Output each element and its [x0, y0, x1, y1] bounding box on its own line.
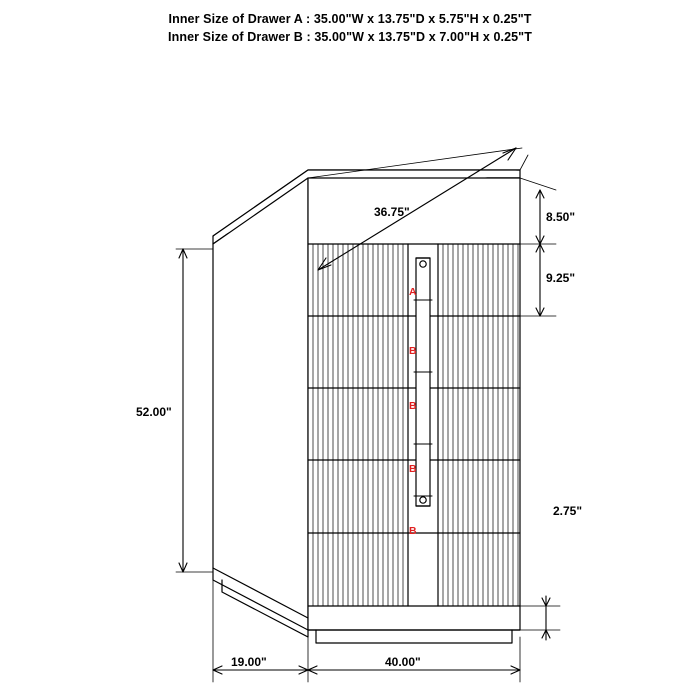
drawer-label-b4: B [409, 525, 417, 537]
drawer-label-b3: B [409, 463, 417, 475]
dim-left-52-00 [176, 249, 213, 572]
handle-bar [416, 258, 430, 506]
drawer-label-b2: B [409, 400, 417, 412]
dim-label-bottom-depth: 19.00" [231, 655, 267, 669]
dim-label-bottom-width: 40.00" [385, 655, 421, 669]
dim-label-right-top: 8.50" [546, 210, 576, 224]
dim-right-2-75 [542, 596, 550, 640]
dim-right-9-25 [536, 244, 544, 316]
drawer-label-a: A [409, 286, 417, 298]
dim-label-top-width: 36.75" [374, 205, 410, 219]
dim-right-8-50 [536, 190, 544, 244]
drawer-label-b1: B [409, 345, 417, 357]
drawer-b-spec-text: Inner Size of Drawer B : 35.00"W x 13.75"D x 7.00"H x 0.25"T [168, 30, 532, 44]
dim-label-right-second: 9.25" [546, 271, 576, 285]
cabinet-left-side-panel [213, 178, 308, 630]
dim-label-left-height: 52.00" [136, 405, 172, 419]
dim-label-right-bottom: 2.75" [553, 504, 583, 518]
drawer-a-spec-text: Inner Size of Drawer A : 35.00"W x 13.75"D x 5.75"H x 0.25"T [168, 12, 532, 26]
